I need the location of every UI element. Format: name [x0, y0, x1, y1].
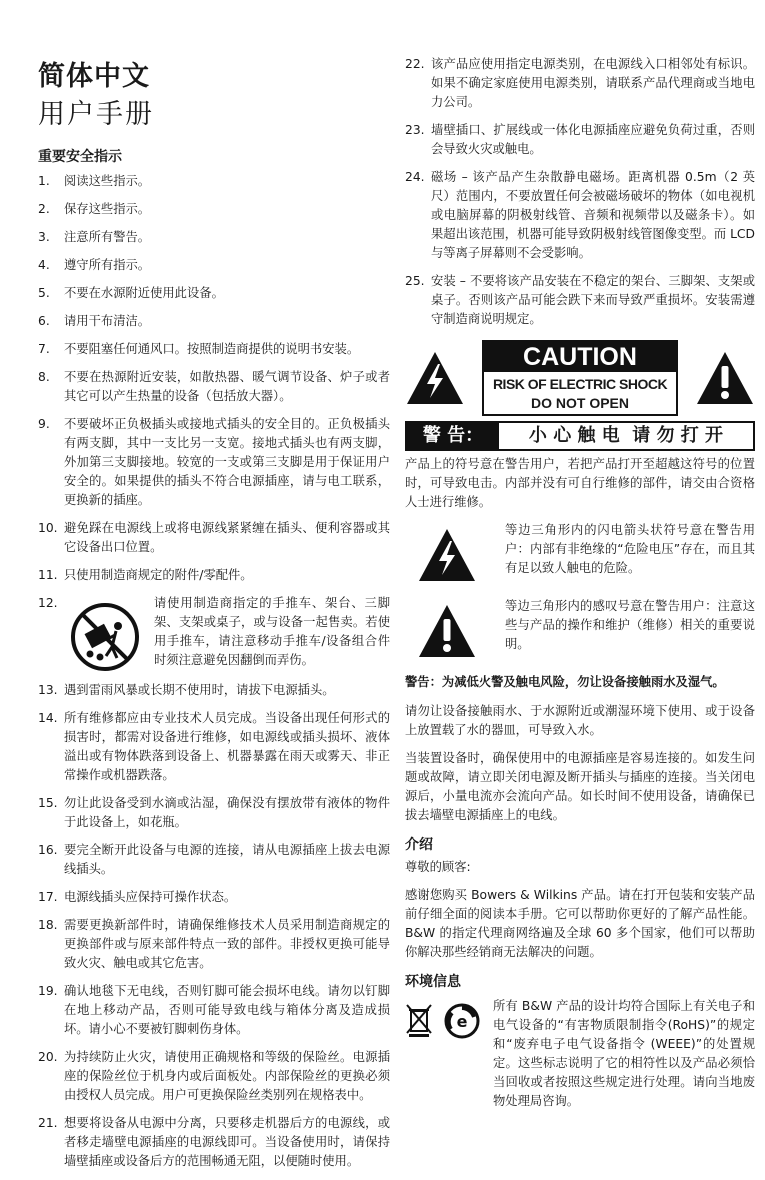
item-number: 22.: [405, 57, 425, 71]
item-text: 只使用制造商规定的附件/零配件。: [64, 568, 253, 582]
item-number: 6.: [38, 314, 50, 328]
list-item: [38, 888, 390, 907]
item-text: 磁场 – 该产品产生杂散静电磁场。距离机器 0.5m（2 英尺）范围内，不要放置任何会被磁场破坏的物体（如电视机或电脑屏幕的阴极射线管、音频和视频带以及磁条卡）。如果超出该范围，机器可能导致阴极射线管图像变型。而 LCD 与等离子屏幕则不会受影响。: [431, 170, 755, 260]
item-number: 25.: [405, 274, 425, 288]
list-item: [405, 55, 755, 112]
env-section: [405, 997, 755, 1111]
list-item: [38, 916, 390, 973]
lightning-triangle-icon: [417, 527, 477, 583]
caution-label: [405, 337, 755, 447]
svg-text:e: e: [456, 1012, 468, 1031]
list-item: [38, 982, 390, 1039]
item-number: 11.: [38, 568, 58, 582]
item-number: 14.: [38, 711, 58, 725]
list-item: [38, 681, 390, 700]
item-text: 遵守所有指示。: [64, 258, 151, 272]
item-text: 想要将设备从电源中分离，只要移走机器后方的电源线，或者移走墙壁电源插座的电源线即可。当设备使用时，请保持墙壁插座或设备后方的范围畅通无阻，以便随时使用。: [64, 1116, 390, 1168]
rain-warning: 警告：为减低火警及触电风险，勿让设备接触雨水及湿气。: [405, 675, 725, 689]
caution-line2: DO NOT OPEN: [530, 395, 629, 411]
item-text: 保存这些指示。: [64, 202, 151, 216]
item-number: 18.: [38, 918, 58, 932]
lightning-text: 等边三角形内的闪电箭头状符号意在警告用户：内部有非绝缘的“危险电压”存在，而且其有足以致人触电的危险。: [505, 523, 755, 575]
item-text: 电源线插头应保持可操作状态。: [64, 890, 237, 904]
item-number: 20.: [38, 1050, 58, 1064]
exclaim-explanation: [405, 597, 755, 659]
item-text: 不要破坏正负极插头或接地式插头的安全目的。正负极插头有两支脚，其中一支比另一支宽。接地式插头也有两支脚，外加第三支脚接地。较宽的一支或第三支脚是用于保证用户安全的。如果提供的插头不符合电源插座，请与电工联系，更换新的插座。: [64, 417, 390, 507]
item-number: 12.: [38, 596, 58, 610]
list-item: [405, 272, 755, 329]
item-number: 4.: [38, 258, 50, 272]
item-text: 确认地毯下无电线，否则钉脚可能会损坏电线。请勿以钉脚在地上移动产品，否则可能导致电线与箱体分离及造成损坏。请小心不要被钉脚刺伤身体。: [64, 984, 390, 1036]
item-text: 要完全断开此设备与电源的连接，请从电源插座上拔去电源线插头。: [64, 843, 390, 876]
item-text: 墙壁插口、扩展线或一体化电源插座应避免负荷过重，否则会导致火灾或触电。: [431, 123, 755, 156]
list-item: [38, 794, 390, 832]
list-item: [38, 312, 390, 331]
item-number: 23.: [405, 123, 425, 137]
item-text: 遇到雷雨风暴或长期不使用时，请拔下电源插头。: [64, 683, 335, 697]
list-item: [38, 368, 390, 406]
item-text: 避免踩在电源线上或将电源线紧紧缠在插头、便利容器或其它设备出口位置。: [64, 521, 390, 554]
list-item: [405, 121, 755, 159]
weee-crossed-bin-icon: [405, 1003, 433, 1037]
list-item: [38, 1048, 390, 1105]
list-item: [38, 519, 390, 557]
item-text: 请用干布清洁。: [64, 314, 151, 328]
env-heading: 环境信息: [405, 974, 461, 990]
item-number: 9.: [38, 417, 50, 431]
env-body: 所有 B&W 产品的设计均符合国际上有关电子和电气设备的“有害物质限制指令(RoHS)”的规定和“废弃电子电气设备指令 (WEEE)”的处置规定。这些标志说明了它的相符性以及产品必须恰当回收或者按照这些规定进行处理。请向当地废物处理局咨询。: [493, 999, 755, 1108]
item-number: 8.: [38, 370, 50, 384]
item-text: 需要更换新部件时，请确保维修技术人员采用制造商规定的更换部件或与原来部件特点一致的部件。非授权更换可能导致火灾、触电或其它危害。: [64, 918, 390, 970]
plug-paragraph: 当装置设备时，确保使用中的电源插座是容易连接的。如发生问题或故障，请立即关闭电源及断开插头与插座的连接。当关闭电源后，小量电流亦会流向产品。如长时间不使用设备，请确保已拔去墙壁电源插座上的电线。: [405, 751, 755, 822]
lightning-explanation: [405, 521, 755, 583]
safety-heading: 重要安全指示: [38, 149, 122, 165]
item-number: 7.: [38, 342, 50, 356]
item-number: 5.: [38, 286, 50, 300]
exclaim-text: 等边三角形内的感叹号意在警告用户：注意这些与产品的操作和维护（维修）相关的重要说明。: [505, 599, 755, 651]
list-item: [38, 415, 390, 510]
list-item: [405, 168, 755, 263]
item-text: 不要在热源附近安装，如散热器、暖气调节设备、炉子或者其它可以产生热量的设备（包括放大器）。: [64, 370, 390, 403]
item-number: 24.: [405, 170, 425, 184]
list-item: [38, 284, 390, 303]
list-item: [38, 200, 390, 219]
water-paragraph: 请勿让设备接触雨水、于水源附近或潮湿环境下使用、或于设备上放置载了水的器皿，可导致入水。: [405, 704, 755, 737]
list-item: [38, 594, 390, 672]
caution-line1: RISK OF ELECTRIC SHOCK: [492, 376, 668, 392]
item-number: 13.: [38, 683, 58, 697]
item-number: 15.: [38, 796, 58, 810]
list-item: [38, 841, 390, 879]
list-item: [38, 1114, 390, 1171]
item-number: 2.: [38, 202, 50, 216]
list-item: [38, 709, 390, 785]
list-item: [38, 256, 390, 275]
item-text: 阅读这些指示。: [64, 174, 151, 188]
symbol-intro: 产品上的符号意在警告用户，若把产品打开至超越这符号的位置时，可导致电击。内部并没有可自行维修的部件，请交由合资格人士进行维修。: [405, 457, 755, 509]
caution-cn-prefix: 警 告：: [407, 423, 499, 449]
page-title: 简体中文: [38, 61, 150, 92]
item-number: 3.: [38, 230, 50, 244]
item-text: 勿让此设备受到水滴或沾湿，确保没有摆放带有液体的物件于此设备上，如花瓶。: [64, 796, 390, 829]
list-item: [38, 228, 390, 247]
item-number: 21.: [38, 1116, 58, 1130]
list-item: [38, 172, 390, 191]
cart-tip-over-warning-icon: [70, 602, 140, 672]
item-number: 16.: [38, 843, 58, 857]
intro-body: 感谢您购买 Bowers & Wilkins 产品。请在打开包装和安装产品前仔细全面的阅读本手册。它可以帮助你更好的了解产品性能。B&W 的指定代理商网络遍及全球 60 多个国家，他们可以帮助你解决那些经销商无法解决的问题。: [405, 888, 755, 959]
caution-cn-text: 小 心 触 电 请 勿 打 开: [528, 425, 724, 446]
safety-section: [38, 146, 390, 1180]
item-text: 请使用制造商指定的手推车、架台、三脚架、支架或桌子，或与设备一起售卖。若使用手推车，请注意移动手推车/设备组合件时须注意避免因翻倒而弄伤。: [154, 596, 390, 667]
page-subtitle: 用户手册: [38, 99, 154, 130]
exclamation-triangle-icon: [695, 350, 755, 406]
item-number: 17.: [38, 890, 58, 904]
lightning-triangle-icon: [405, 350, 465, 406]
rohs-recycle-icon: [443, 1003, 481, 1039]
item-text: 安装 – 不要将该产品安装在不稳定的架台、三脚架、支架或桌子。否则该产品可能会跌下来而导致严重损坏。安装需遵守制造商说明规定。: [431, 274, 755, 326]
intro-greeting: 尊敬的顾客:: [405, 860, 471, 874]
item-number: 10.: [38, 521, 58, 535]
caution-title: CAUTION: [484, 342, 676, 372]
caution-cn-bar: [405, 421, 755, 451]
intro-heading: 介绍: [405, 837, 433, 853]
item-text: 该产品应使用指定电源类别，在电源线入口相邻处有标识。如果不确定家庭使用电源类别，请联系产品代理商或当地电力公司。: [431, 57, 755, 109]
item-text: 所有维修都应由专业技术人员完成。当设备出现任何形式的损害时，都需对设备进行维修，如电源线或插头损坏、液体溢出或有物体跌落到设备上、机器暴露在雨天或雾天、非正常操作或机器跌落。: [64, 711, 390, 782]
list-item: [38, 566, 390, 585]
env-icons: [405, 1003, 481, 1111]
exclamation-triangle-icon: [417, 603, 477, 659]
caution-box: [482, 340, 678, 416]
item-text: 不要阻塞任何通风口。按照制造商提供的说明书安装。: [64, 342, 360, 356]
item-text: 不要在水源附近使用此设备。: [64, 286, 224, 300]
item-text: 注意所有警告。: [64, 230, 151, 244]
item-number: 19.: [38, 984, 58, 998]
item-number: 1.: [38, 174, 50, 188]
item-text: 为持续防止火灾，请使用正确规格和等级的保险丝。电源插座的保险丝位于机身内或后面板处。内部保险丝的更换必须由授权人员完成。用户可更换保险丝类别列在规格表中。: [64, 1050, 390, 1102]
list-item: [38, 340, 390, 359]
